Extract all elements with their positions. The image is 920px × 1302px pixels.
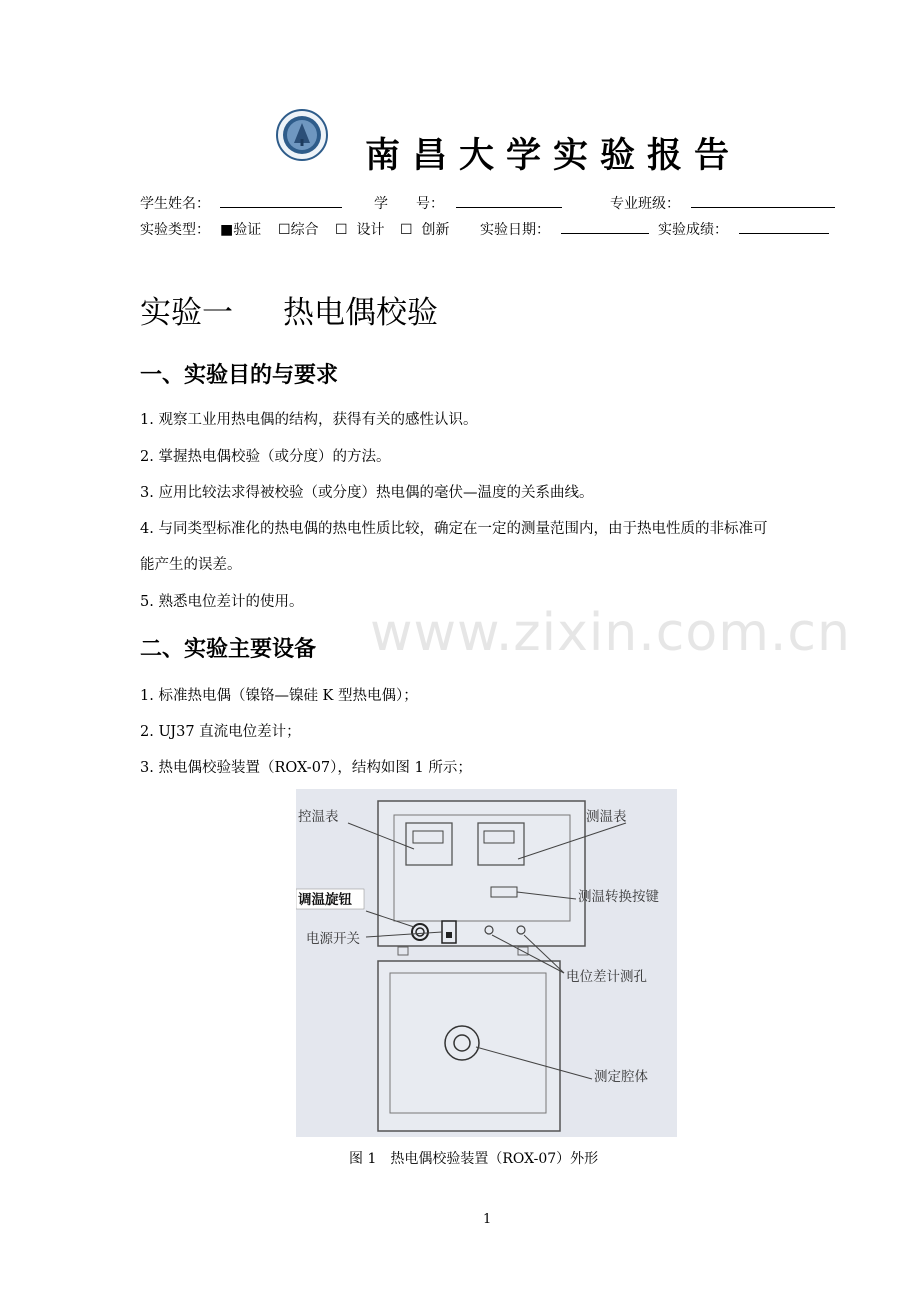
- experiment-score-field[interactable]: [739, 219, 829, 234]
- section-heading-objectives: 一、实验目的与要求: [140, 363, 339, 388]
- label-potentiometer-hole: 电位差计测孔: [566, 969, 647, 985]
- label-power-switch: 电源开关: [306, 931, 360, 947]
- student-name-field[interactable]: [220, 193, 342, 208]
- type-option-verify[interactable]: ■验证: [220, 222, 262, 238]
- list-item: 能产生的误差。: [140, 557, 242, 573]
- label-adjust-knob: 调温旋钮: [298, 892, 352, 908]
- list-item: 3. 热电偶校验装置（ROX-07），结构如图 1 所示；: [140, 760, 472, 776]
- experiment-date-label: 实验日期：: [480, 222, 550, 238]
- unchecked-box-icon: ☐: [335, 222, 348, 238]
- label-switch-button: 测温转换按键: [578, 889, 659, 905]
- student-name-label: 学生姓名：: [140, 196, 210, 212]
- list-item: 3. 应用比较法求得被校验（或分度）热电偶的毫伏—温度的关系曲线。: [140, 485, 594, 501]
- list-item: 5. 熟悉电位差计的使用。: [140, 594, 304, 610]
- list-item: 2. 掌握热电偶校验（或分度）的方法。: [140, 449, 391, 465]
- type-option-innovation[interactable]: ☐ 创新: [400, 222, 450, 238]
- figure-caption: 图 1 热电偶校验装置（ROX-07）外形: [349, 1151, 599, 1167]
- list-item: 4. 与同类型标准化的热电偶的热电性质比较，确定在一定的测量范围内，由于热电性质的非标准可: [140, 521, 768, 537]
- checked-box-icon: ■: [220, 222, 234, 238]
- list-item: 2. UJ37 直流电位差计；: [140, 724, 301, 740]
- page-title: 南昌大学实验报告: [365, 135, 742, 176]
- apparatus-figure: [296, 789, 677, 1137]
- label-measure-cavity: 测定腔体: [594, 1069, 648, 1085]
- watermark: www.zixin.com.cn: [370, 603, 851, 663]
- experiment-score-label: 实验成绩：: [658, 222, 728, 238]
- type-option-design[interactable]: ☐ 设计: [335, 222, 385, 238]
- student-id-label: 学 号：: [374, 196, 444, 212]
- experiment-title: [140, 287, 438, 332]
- university-seal-icon: [276, 109, 328, 161]
- list-item: 1. 标准热电偶（镍铬—镍硅 K 型热电偶）；: [140, 688, 418, 704]
- experiment-type-label: 实验类型：: [140, 222, 210, 238]
- class-label: 专业班级：: [610, 196, 680, 212]
- type-option-comprehensive[interactable]: ☐综合: [278, 222, 319, 238]
- student-id-field[interactable]: [456, 193, 562, 208]
- list-item: 1. 观察工业用热电偶的结构，获得有关的感性认识。: [140, 412, 478, 428]
- label-temp-control-meter: 控温表: [298, 809, 339, 825]
- unchecked-box-icon: ☐: [400, 222, 413, 238]
- experiment-number: 实验一: [140, 295, 233, 331]
- class-field[interactable]: [691, 193, 835, 208]
- experiment-name: 热电偶校验: [283, 295, 438, 331]
- apparatus-diagram: [296, 789, 677, 1137]
- label-temp-measure-meter: 测温表: [586, 809, 627, 825]
- unchecked-box-icon: ☐: [278, 222, 291, 238]
- section-heading-equipment: 二、实验主要设备: [140, 637, 317, 662]
- page-number: 1: [483, 1212, 492, 1227]
- experiment-date-field[interactable]: [561, 219, 649, 234]
